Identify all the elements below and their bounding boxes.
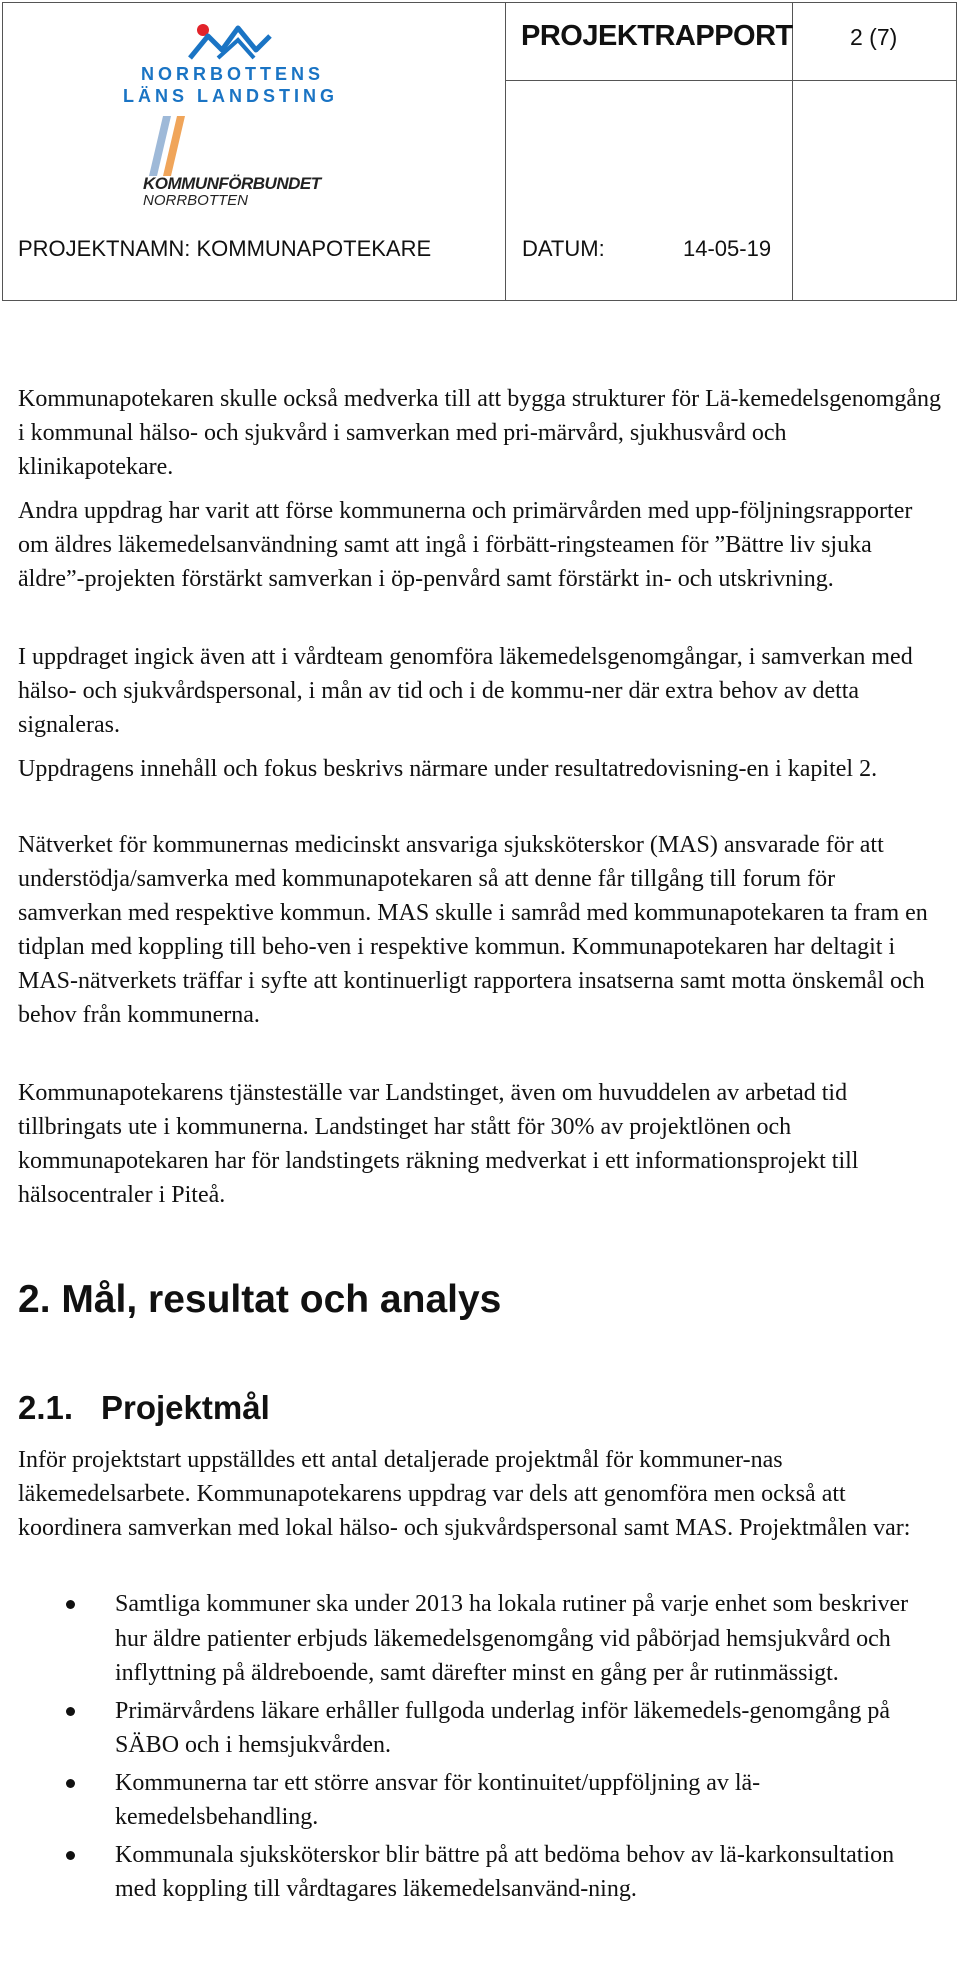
subsection-number: 2.1.: [18, 1389, 74, 1426]
header-border-top: [2, 2, 957, 3]
body-paragraph-1: Kommunapotekaren skulle också medverka till att bygga strukturer för Lä-kemedelsgenomgång i kommunal hälso- och sjukvård i samverkan med pri-märvård, sjukhusvård och klinikapotekare.: [18, 386, 942, 480]
list-item: [0, 1694, 935, 1763]
landsting-logo-line2: LÄNS LANDSTING: [123, 86, 338, 106]
goal-text: Kommunerna tar ett större ansvar för kontinuitet/uppföljning av lä-kemedelsbehandling.: [115, 1769, 761, 1830]
bullet-icon: [66, 1851, 75, 1860]
bullet-icon: [66, 1600, 75, 1609]
header-divider-horizontal: [505, 80, 957, 81]
body-paragraph-6: Kommunapotekarens tjänsteställe var Landstinget, även om huvuddelen av arbetad tid tillbringats ute i kommunerna. Landstinget har stått för 30% av projektlönen och kommunapotekaren har för landstingets räkning medverkat i ett informationsprojekt till hälsocentraler i Piteå.: [18, 1080, 859, 1208]
kommunforbundet-logo-line1: KOMMUNFÖRBUNDET: [143, 174, 321, 193]
list-item: [0, 1587, 935, 1691]
goal-text: Primärvårdens läkare erhåller fullgoda underlag inför läkemedels-genomgång på SÄBO och i hemsjukvården.: [115, 1697, 891, 1758]
kommunforbundet-logo-line2: NORRBOTTEN: [143, 192, 248, 209]
landsting-logo-line1: NORRBOTTENS: [141, 64, 324, 84]
header-border-left: [2, 2, 3, 301]
goal-text: Samtliga kommuner ska under 2013 ha lokala rutiner på varje enhet som beskriver hur äldre patienter erbjuds läkemedelsgenomgång vid påbörjad hemsjukvård och inflyttning på äldreboende, samt därefter minst en gång per år rutinmässigt.: [115, 1591, 909, 1686]
section-heading: 2. Mål, resultat och analys: [18, 1278, 502, 1321]
date-label: DATUM:: [522, 236, 605, 261]
document-type-title: PROJEKTRAPPORT: [521, 20, 793, 52]
subsection-intro: Inför projektstart uppställdes ett antal detaljerade projektmål för kommuner-nas läkemedelsarbete. Kommunapotekarens uppdrag var dels att genomföra men också att koordinera samverkan med lokal hälso- och sjukvårdspersonal samt MAS. Projektmålen var:: [18, 1447, 911, 1541]
body-paragraph-2: Andra uppdrag har varit att förse kommunerna och primärvården med upp-följningsrapporter om äldres läkemedelsanvändning samt att ingå i förbätt-ringsteamen för ”Bättre liv sjuka äldre”-projekten förstärkt samverkan i öp-penvård samt förstärkt in- och utskrivning.: [18, 498, 913, 592]
kommunforbundet-logo: [143, 116, 343, 216]
subsection-heading: [18, 1389, 270, 1427]
subsection-title: Projektmål: [101, 1389, 270, 1426]
norrbottens-lans-landsting-logo: [118, 22, 343, 108]
body-paragraph-5: Nätverket för kommunernas medicinskt ansvariga sjuksköterskor (MAS) ansvarade för att understödja/samverka med kommunapotekaren så att denne får tillgång till forum för samverkan med respektive kommun. MAS skulle i samråd med kommunapotekaren ta fram en tidplan med koppling till beho-ven i respektive kommun. Kommunapotekaren har deltagit i MAS-nätverkets träffar i syfte att kontinuerligt rapportera insatserna samt motta önskemål och behov från kommunerna.: [18, 832, 928, 1028]
header-border-right: [956, 2, 957, 301]
header-divider-vertical-1: [505, 2, 506, 301]
body-paragraph-3: I uppdraget ingick även att i vårdteam genomföra läkemedelsgenomgångar, i samverkan med hälso- och sjukvårdspersonal, i mån av tid och i de kommu-ner där extra behov av detta signaleras.: [18, 644, 913, 738]
goal-text: Kommunala sjuksköterskor blir bättre på att bedöma behov av lä-karkonsultation med koppling till vårdtagares läkemedelsanvänd-ning.: [115, 1841, 895, 1902]
list-item: [0, 1838, 935, 1907]
body-paragraph-4: Uppdragens innehåll och fokus beskrivs närmare under resultatredovisning-en i kapitel 2.: [18, 756, 878, 782]
landsting-logo-mark-icon: [188, 22, 272, 60]
header-border-bottom: [2, 300, 957, 301]
page-number: 2 (7): [850, 24, 898, 50]
project-name: PROJEKTNAMN: KOMMUNAPOTEKARE: [18, 236, 432, 261]
date-value: 14-05-19: [683, 236, 772, 261]
kommunforbundet-logo-mark-icon: [143, 116, 193, 178]
list-item: [0, 1766, 935, 1835]
bullet-icon: [66, 1707, 75, 1716]
project-goals-list: [0, 1587, 950, 1910]
bullet-icon: [66, 1779, 75, 1788]
